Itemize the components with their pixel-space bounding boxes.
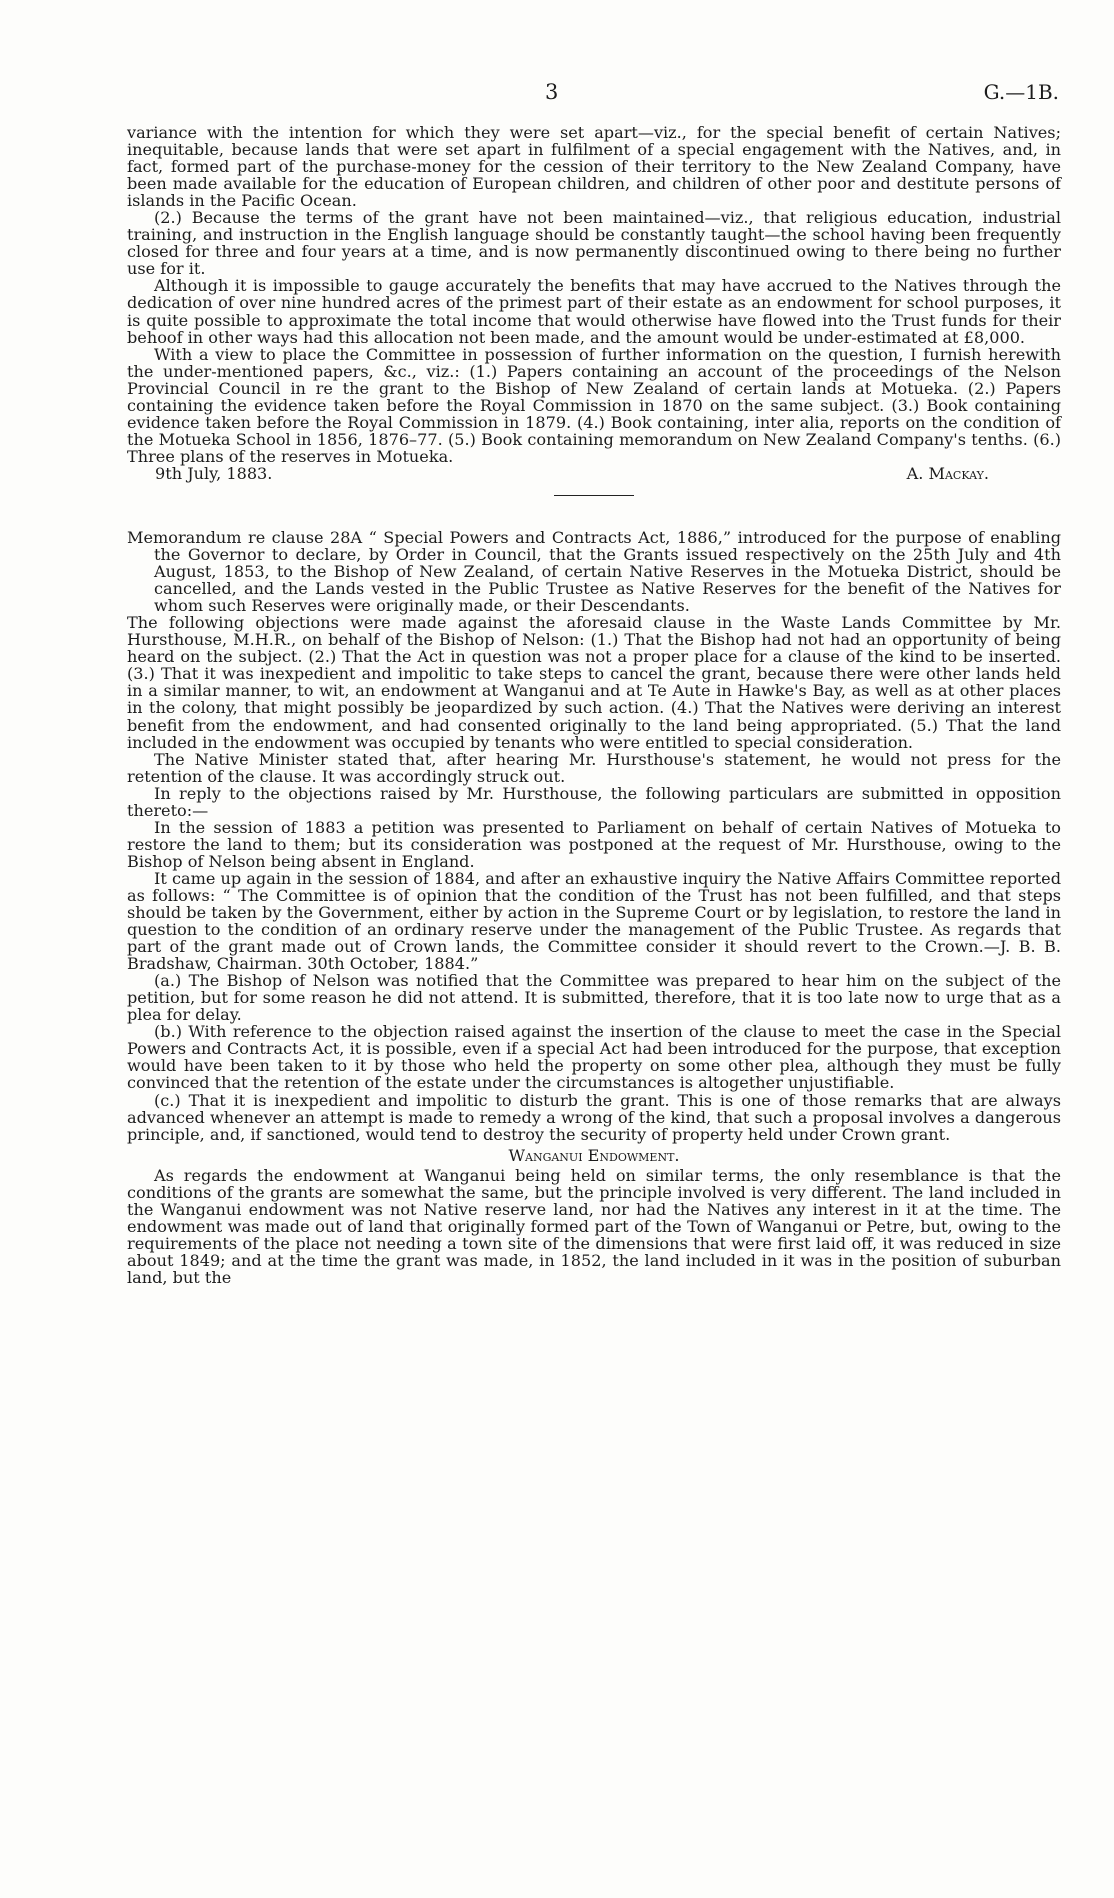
memorandum-heading: Memorandum re clause 28A “ Special Powers and Contracts Act, 1886,” introduced for the purpose of enabling the Governor to declare, by Order in Council, that the Grants issued respectively on the 25th July and 4th August, 1853, to the Bishop of New Zealand, of certain Native Reserves in the Motueka District, should be cancelled, and the Lands vested in the Public Trustee as Native Reserves for the benefit of the Natives for whom such Reserves were originally made, or their Descendants.	[127, 527, 1061, 616]
paragraph: variance with the intention for which they were set apart—viz., for the special benefit of certain Natives; inequitable, because lands that were set apart in fulfilment of a special engagement with the Natives, and, in fact, formed part of the purchase-money for the cession of their territory to the New Zealand Company, have been made available for the education of European children, and children of other poor and destitute persons of islands in the Pacific Ocean.	[127, 123, 1061, 211]
paragraph: As regards the endowment at Wanganui being held on similar terms, the only resemblance is that the conditions of the grants are somewhat the same, but the principle involved is very different. The land included in the Wanganui endowment was not Native reserve land, nor had the Natives any interest in it at the time. The endowment was made out of land that originally formed part of the Town of Wanganui or Petre, but, owing to the requirements of the place not needing a town site of the dimensions that were first laid off, it was reduced in size about 1849; and at the time the grant was made, in 1852, the land included in it was in the position of suburban land, but the	[127, 1165, 1061, 1287]
paragraph: (b.) With reference to the objection raised against the insertion of the clause to meet the case in the Special Powers and Contracts Act, it is possible, even if a special Act had been introduced for the purpose, that exception would have been taken to it by those who held the property on some other plea, although they must be fully convinced that the retention of the estate under the circumstances is altogether unjustifiable.	[127, 1022, 1061, 1093]
paragraph: It came up again in the session of 1884, and after an exhaustive inquiry the Native Affairs Committee reported as follows: “ The Committee is of opinion that the condition of the Trust has not been fulfilled, and that steps should be taken by the Government, either by action in the Supreme Court or by legislation, to restore the land in question to the condition of an ordinary reserve under the management of the Public Trustee. As regards that part of the grant made out of Crown lands, the Committee consider it should revert to the Crown.—J. B. B. Bradshaw, Chairman. 30th October, 1884.”	[127, 868, 1061, 974]
page-header	[127, 80, 1061, 124]
document-reference: G.—1B.	[983, 80, 1059, 104]
signature-line	[127, 465, 1061, 482]
signature-date: 9th July, 1883.	[155, 463, 273, 483]
paragraph: In reply to the objections raised by Mr. Hursthouse, the following particulars are submitted in opposition thereto:—	[127, 783, 1061, 820]
paragraph: (c.) That it is inexpedient and impolitic to disturb the grant. This is one of those remarks that are always advanced whenever an attempt is made to remedy a wrong of the kind, that such a proposal involves a dangerous principle, and, if sanctioned, would tend to destroy the security of property held under Crown grant.	[127, 1090, 1061, 1144]
paragraph: (a.) The Bishop of Nelson was notified that the Committee was prepared to hear him on the subject of the petition, but for some reason he did not attend. It is submitted, therefore, that it is too late now to urge that as a plea for delay.	[127, 971, 1061, 1025]
signature-name: A. Mackay.	[906, 463, 989, 483]
section-divider	[554, 495, 634, 496]
section-heading: Wanganui Endowment.	[508, 1145, 680, 1165]
paragraph: With a view to place the Committee in possession of further information on the question, I furnish herewith the under-mentioned papers, &c., viz.: (1.) Papers containing an account of the proceedings of the Nelson Provincial Council in re the grant to the Bishop of New Zealand of certain lands at Motueka. (2.) Papers containing the evidence taken before the Royal Commission in 1870 on the same subject. (3.) Book containing evidence taken before the Royal Commission in 1879. (4.) Book containing, inter alia, reports on the condition of the Motueka School in 1856, 1876–77. (5.) Book containing memorandum on New Zealand Company's tenths. (6.) Three plans of the reserves in Motueka.	[127, 344, 1061, 466]
paragraph: The following objections were made against the aforesaid clause in the Waste Lands Committee by Mr. Hursthouse, M.H.R., on behalf of the Bishop of Nelson: (1.) That the Bishop had not had an opportunity of being heard on the subject. (2.) That the Act in question was not a proper place for a clause of the kind to be inserted. (3.) That it was inexpedient and impolitic to take steps to cancel the grant, because there were other lands held in a similar manner, to wit, an endowment at Wanganui and at Te Aute in Hawke's Bay, as well as at other places in the colony, that might possibly be jeopardized by such action. (4.) That the Natives were deriving an interest benefit from the endowment, and had consented originally to the land being appropriated. (5.) That the land included in the endowment was occupied by tenants who were entitled to special consideration.	[127, 613, 1061, 752]
page-number: 3	[545, 80, 559, 104]
paragraph: (2.) Because the terms of the grant have not been maintained—viz., that religious education, industrial training, and instruction in the English language should be constantly taught—the school having been frequently closed for three and four years at a time, and is now permanently discontinued owing to there being no further use for it.	[127, 208, 1061, 279]
paragraph: In the session of 1883 a petition was presented to Parliament on behalf of certain Natives of Motueka to restore the land to them; but its consideration was postponed at the request of Mr. Hursthouse, owing to the Bishop of Nelson being absent in England.	[127, 817, 1061, 871]
paragraph: The Native Minister stated that, after hearing Mr. Hursthouse's statement, he would not press for the retention of the clause. It was accordingly struck out.	[127, 749, 1061, 786]
paragraph: Although it is impossible to gauge accurately the benefits that may have accrued to the Natives through the dedication of over nine hundred acres of the primest part of their estate as an endowment for school purposes, it is quite possible to approximate the total income that would otherwise have flowed into the Trust funds for their behoof in other ways had this allocation not been made, and the amount would be under-estimated at £8,000.	[127, 276, 1061, 347]
document-page	[127, 80, 1061, 1286]
